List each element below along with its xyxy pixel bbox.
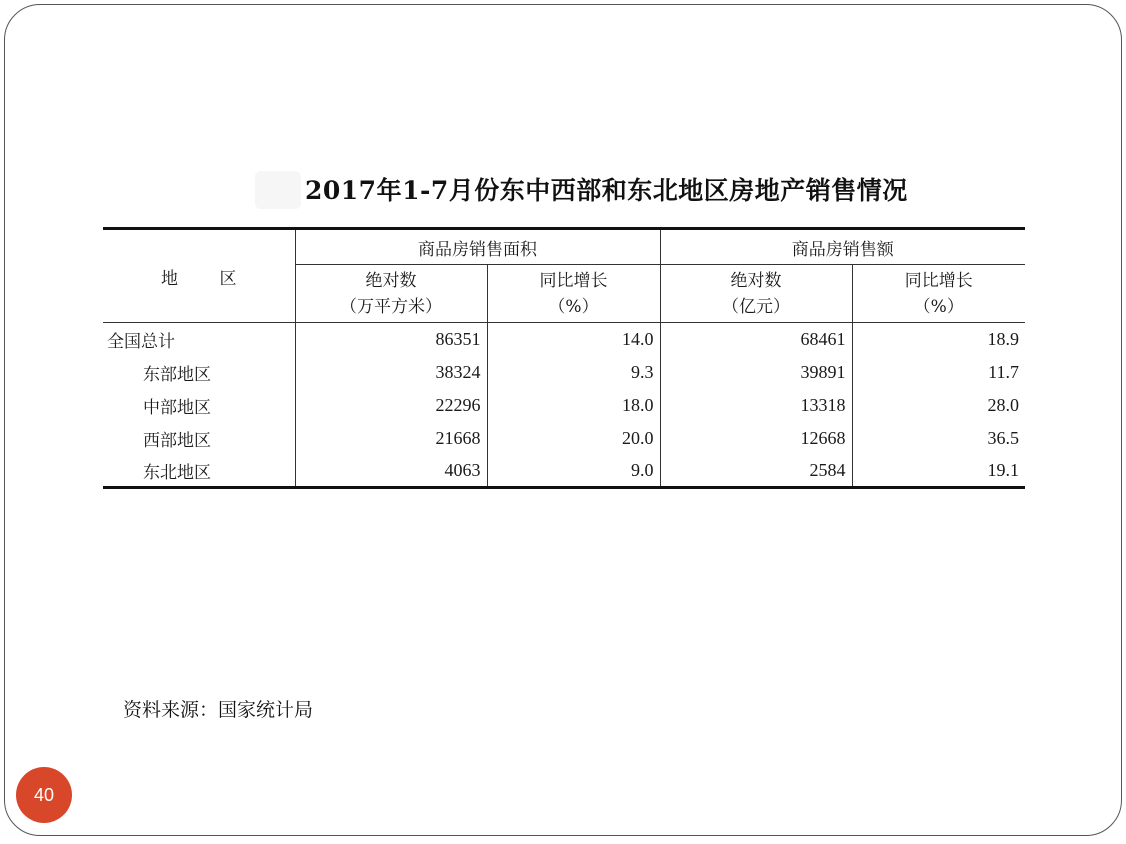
sales-table xyxy=(103,227,1025,489)
sub-header-unit: （亿元） xyxy=(722,296,790,317)
sub-header-unit: （万平方米） xyxy=(340,296,442,317)
region-cell: 东部地区 xyxy=(103,356,295,389)
table-title: 2017年1-7月份东中西部和东北地区房地产销售情况 xyxy=(305,176,908,205)
sub-header-label: 绝对数 xyxy=(365,270,417,291)
area-cell: 22296 xyxy=(295,389,487,422)
amount-cell: 39891 xyxy=(660,356,852,389)
table-row xyxy=(103,356,1025,389)
area-cell: 21668 xyxy=(295,422,487,455)
amount-growth-cell: 18.9 xyxy=(987,328,1019,349)
amount-cell: 68461 xyxy=(660,323,852,356)
area-cell: 38324 xyxy=(295,356,487,389)
sub-header-label: 绝对数 xyxy=(730,270,782,291)
area-growth-cell: 9.0 xyxy=(487,455,660,488)
region-cell: 西部地区 xyxy=(103,422,295,455)
sub-header-area-abs xyxy=(295,265,487,323)
table-row xyxy=(103,455,1025,488)
amount-growth-cell: 11.7 xyxy=(988,361,1019,382)
region-cell: 全国总计 xyxy=(103,323,295,356)
sub-header-label: 同比增长 xyxy=(539,270,608,291)
area-growth-cell: 14.0 xyxy=(487,323,660,356)
area-growth-cell: 18.0 xyxy=(487,389,660,422)
amount-growth-cell: 19.1 xyxy=(987,459,1019,480)
area-growth-cell: 20.0 xyxy=(487,422,660,455)
group-header-area: 商品房销售面积 xyxy=(295,229,660,265)
sub-header-amount-growth xyxy=(852,265,1025,323)
sub-header-area-growth xyxy=(487,265,660,323)
group-header-amount: 商品房销售额 xyxy=(660,229,1025,265)
table-header-row-1 xyxy=(103,229,1025,265)
amount-cell: 13318 xyxy=(660,389,852,422)
page-number-badge: 40 xyxy=(16,767,72,823)
area-cell: 86351 xyxy=(295,323,487,356)
sub-header-unit: （%） xyxy=(548,296,599,317)
source-note: 资料来源：国家统计局 xyxy=(123,699,314,721)
table-row xyxy=(103,422,1025,455)
slide xyxy=(4,4,1122,836)
table-row xyxy=(103,323,1025,356)
table-row xyxy=(103,389,1025,422)
amount-cell: 2584 xyxy=(660,455,852,488)
title-smudge xyxy=(255,171,301,209)
region-cell: 东北地区 xyxy=(103,455,295,488)
amount-growth-cell: 36.5 xyxy=(987,427,1019,448)
region-header: 地 区 xyxy=(103,229,295,323)
region-cell: 中部地区 xyxy=(103,389,295,422)
area-growth-cell: 9.3 xyxy=(487,356,660,389)
sub-header-label: 同比增长 xyxy=(904,270,973,291)
area-cell: 4063 xyxy=(295,455,487,488)
amount-cell: 12668 xyxy=(660,422,852,455)
sub-header-unit: （%） xyxy=(913,296,964,317)
sub-header-amount-abs xyxy=(660,265,852,323)
amount-growth-cell: 28.0 xyxy=(987,394,1019,415)
